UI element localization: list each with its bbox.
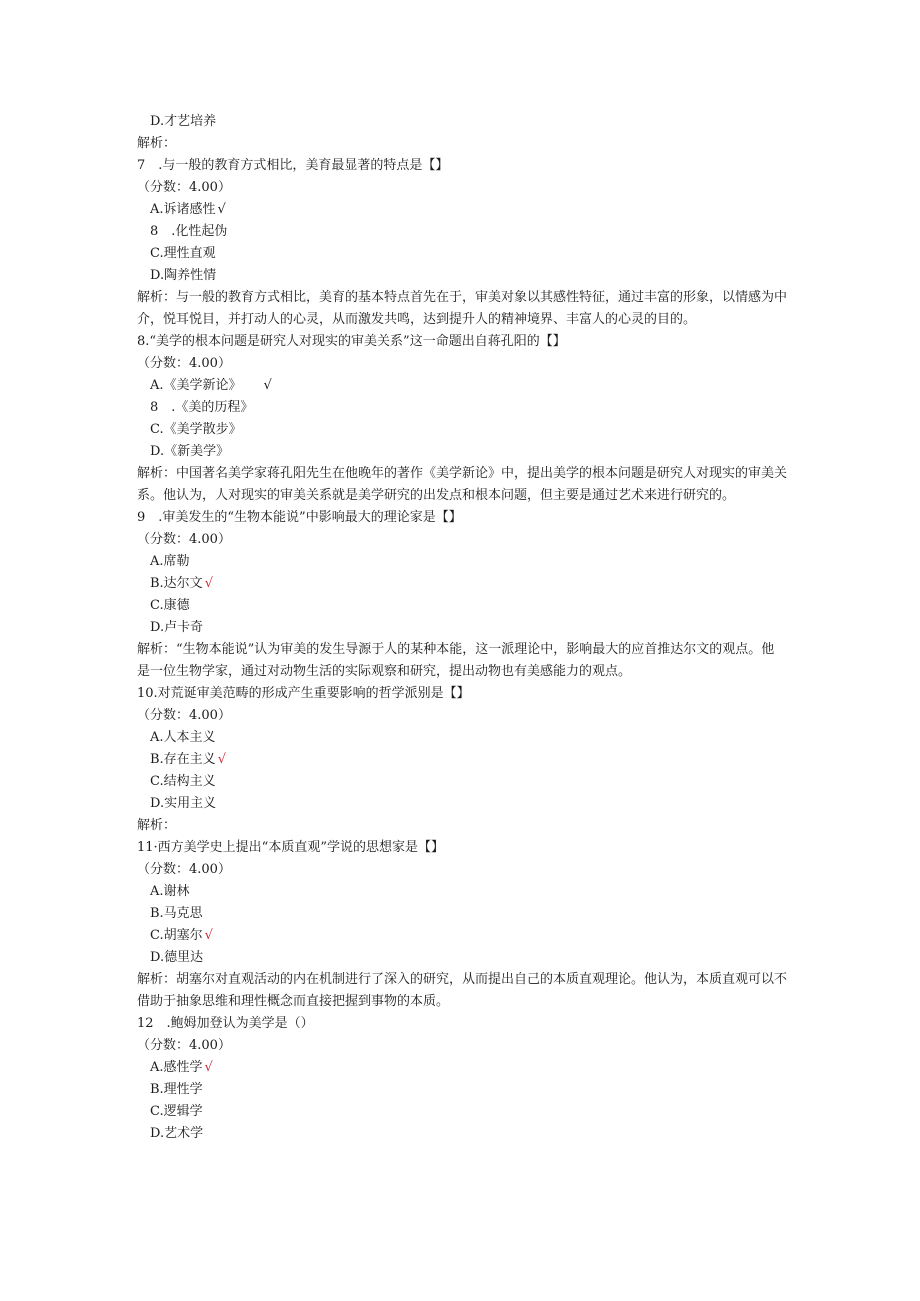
score-text <box>137 705 787 727</box>
analysis-text-label: 解析： <box>137 136 177 151</box>
answer-option-label: C.康德 <box>150 598 190 613</box>
answer-option-label: 8 .化性起伪 <box>150 224 228 239</box>
answer-option-label: B.马克思 <box>150 906 203 921</box>
answer-option <box>137 1079 787 1101</box>
question-text <box>137 331 787 353</box>
question-text-label: 8.“美学的根本问题是研究人对现实的审美关系”这一命题出自蒋孔阳的【】 <box>137 334 566 349</box>
answer-option <box>137 881 787 903</box>
correct-answer-check-icon: √ <box>204 576 213 591</box>
answer-option-label: C.胡塞尔 <box>150 928 203 943</box>
question-text <box>137 837 787 859</box>
answer-option-label: C.《美学散步》 <box>150 422 242 437</box>
answer-option-label: A.席勒 <box>150 554 190 569</box>
answer-option-label: 8 .《美的历程》 <box>150 400 254 415</box>
answer-option-label: B.达尔文 <box>150 576 203 591</box>
answer-option <box>137 199 787 221</box>
score-text <box>137 529 787 551</box>
exam-content <box>137 111 787 1145</box>
answer-option <box>137 397 787 419</box>
answer-option <box>137 243 787 265</box>
question-text-label: 12 .鲍姆加登认为美学是（） <box>137 1016 314 1031</box>
answer-option-label: D.卢卡奇 <box>150 620 204 635</box>
question-text-label: 10.对荒诞审美范畴的形成产生重要影响的哲学派别是【】 <box>137 686 470 701</box>
answer-option <box>137 111 787 133</box>
score-text-label: （分数：4.00） <box>137 1038 231 1053</box>
score-text <box>137 859 787 881</box>
question-text-label: 11·西方美学史上提出“本质直观”学说的思想家是【】 <box>137 840 444 855</box>
answer-option-label: C.逻辑学 <box>150 1104 203 1119</box>
question-text <box>137 683 787 705</box>
score-text <box>137 353 787 375</box>
score-text <box>137 177 787 199</box>
answer-option <box>137 221 787 243</box>
analysis-text <box>137 969 787 1013</box>
score-text-label: （分数：4.00） <box>137 532 231 547</box>
answer-option <box>137 1101 787 1123</box>
answer-option-label: D.陶养性情 <box>150 268 217 283</box>
answer-option <box>137 441 787 463</box>
question-text <box>137 1013 787 1035</box>
answer-option <box>137 727 787 749</box>
question-text-label: 7 .与一般的教育方式相比，美育最显著的特点是【】 <box>137 158 449 173</box>
correct-answer-check-icon: √ <box>217 202 226 217</box>
answer-option-label: D.艺术学 <box>150 1126 204 1141</box>
analysis-text-label: 解析：“生物本能说”认为审美的发生导源于人的某种本能，这一派理论中，影响最大的应首推达尔文的观点。他是一位生物学家，通过对动物生活的实际观察和研究，提出动物也有美感能力的观点。 <box>137 642 775 679</box>
analysis-text <box>137 815 787 837</box>
answer-option <box>137 573 787 595</box>
question-text-label: 9 .审美发生的“生物本能说”中影响最大的理论家是【】 <box>137 510 462 525</box>
correct-answer-check-icon: √ <box>204 1060 213 1075</box>
answer-option <box>137 265 787 287</box>
answer-option-label: B.存在主义 <box>150 752 216 767</box>
answer-option-label: A.《美学新论》 <box>150 378 242 393</box>
score-text-label: （分数：4.00） <box>137 708 231 723</box>
question-text <box>137 507 787 529</box>
answer-option-label: A.感性学 <box>150 1060 203 1075</box>
score-text <box>137 1035 787 1057</box>
analysis-text-label: 解析： <box>137 818 177 833</box>
answer-option <box>137 419 787 441</box>
answer-option-label: D.才艺培养 <box>150 114 217 129</box>
question-text <box>137 155 787 177</box>
answer-option-label: C.结构主义 <box>150 774 216 789</box>
correct-answer-check-icon: √ <box>217 752 226 767</box>
answer-option <box>137 749 787 771</box>
analysis-text <box>137 287 787 331</box>
answer-option <box>137 947 787 969</box>
analysis-text <box>137 463 787 507</box>
answer-option <box>137 793 787 815</box>
correct-answer-check-icon: √ <box>263 378 272 393</box>
answer-option-label: D.《新美学》 <box>150 444 230 459</box>
score-text-label: （分数：4.00） <box>137 862 231 877</box>
answer-option <box>137 1057 787 1079</box>
score-text-label: （分数：4.00） <box>137 356 231 371</box>
answer-option-label: D.实用主义 <box>150 796 217 811</box>
analysis-text-label: 解析：胡塞尔对直观活动的内在机制进行了深入的研究，从而提出自己的本质直观理论。他认为，本质直观可以不借助于抽象思维和理性概念而直接把握到事物的本质。 <box>137 972 788 1009</box>
answer-option-label: B.理性学 <box>150 1082 203 1097</box>
score-text-label: （分数：4.00） <box>137 180 231 195</box>
correct-answer-check-icon: √ <box>204 928 213 943</box>
answer-option <box>137 375 787 397</box>
answer-option <box>137 771 787 793</box>
analysis-text <box>137 639 787 683</box>
answer-option <box>137 1123 787 1145</box>
answer-option <box>137 551 787 573</box>
answer-option-label: A.诉诸感性 <box>150 202 216 217</box>
analysis-text-label: 解析：与一般的教育方式相比，美育的基本特点首先在于，审美对象以其感性特征，通过丰富的形象，以情感为中介，悦耳悦目，并打动人的心灵，从而激发共鸣，达到提升人的精神境界、丰富人的心灵的目的。 <box>137 290 788 327</box>
answer-option <box>137 617 787 639</box>
analysis-text <box>137 133 787 155</box>
analysis-text-label: 解析：中国著名美学家蒋孔阳先生在他晚年的著作《美学新论》中，提出美学的根本问题是研究人对现实的审美关系。他认为，人对现实的审美关系就是美学研究的出发点和根本问题，但主要是通过艺术来进行研究的。 <box>137 466 788 503</box>
answer-option <box>137 925 787 947</box>
answer-option-label: A.谢林 <box>150 884 190 899</box>
answer-option-label: C.理性直观 <box>150 246 216 261</box>
answer-option <box>137 595 787 617</box>
answer-option-label: D.德里达 <box>150 950 204 965</box>
answer-option-label: A.人本主义 <box>150 730 216 745</box>
answer-option <box>137 903 787 925</box>
